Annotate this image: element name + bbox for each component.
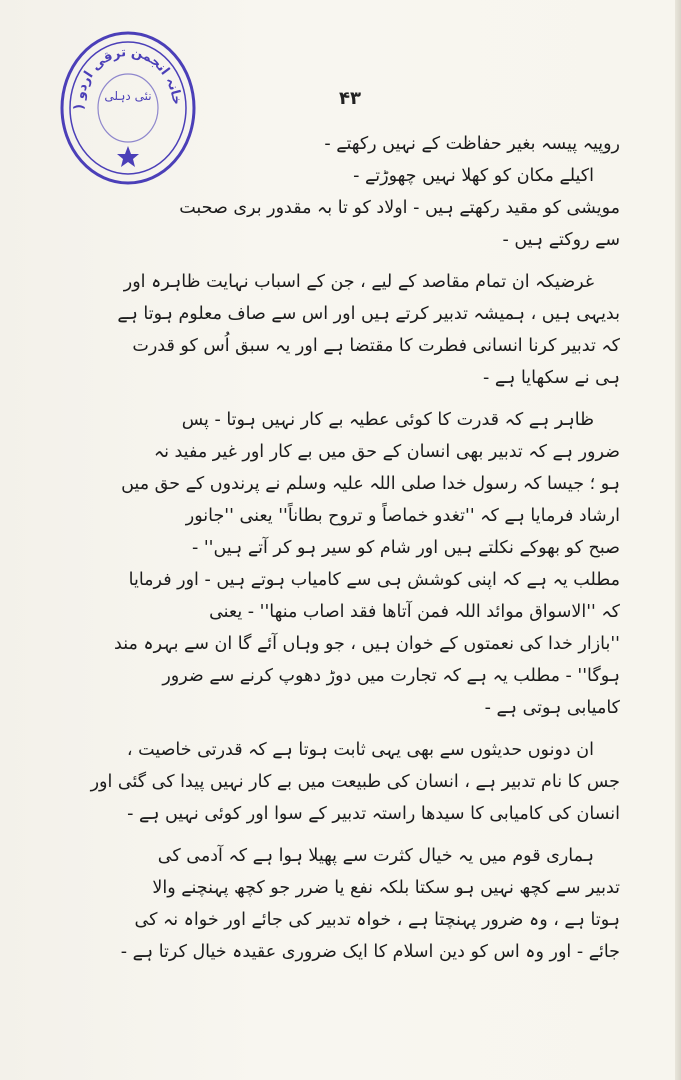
text-line: ہو ؛ جیسا کہ رسول خدا صلی اللہ علیہ وسلم نے پرندوں کے حق میں <box>121 474 620 494</box>
text-line: کہ ''الاسواق موائد اللہ فمن آتاھا فقد اصاب منھا'' - یعنی <box>209 602 620 622</box>
text-line: سے روکتے ہیں - <box>502 230 620 250</box>
text-line: ہماری قوم میں یہ خیال کثرت سے پھیلا ہوا ہے کہ آدمی کی <box>157 846 594 866</box>
text-line: ہوگا'' - مطلب یہ ہے کہ تجارت میں دوڑ دھوپ کرنے سے ضرور <box>162 666 620 686</box>
text-line: جس کا نام تدبیر ہے ، انسان کی طبیعت میں بے کار نہیں پیدا کی گئی اور <box>90 772 620 792</box>
text-line: تدبیر سے کچھ نہیں ہو سکتا بلکہ نفع یا ضرر جو کچھ پہنچنے والا <box>152 878 620 898</box>
page-number: ۴۳ <box>339 88 361 109</box>
text-line: ''بازار خدا کی نعمتوں کے خوان ہیں ، جو وہاں آئے گا ان سے بہرہ مند <box>114 634 620 654</box>
text-line: کامیابی ہوتی ہے - <box>484 698 620 718</box>
text-line: اکیلے مکان کو کھلا نہیں چھوڑتے - <box>353 166 594 186</box>
text-line: کہ تدبیر کرنا انسانی فطرت کا مقتضا ہے اور یہ سبق اُس کو قدرت <box>132 336 620 356</box>
text-line: ضرور ہے کہ تدبیر بھی انسان کے حق میں بے کار اور غیر مفید نہ <box>153 442 620 462</box>
text-line: روپیہ پیسہ بغیر حفاظت کے نہیں رکھتے - <box>324 134 620 154</box>
text-line: مطلب یہ ہے کہ اپنی کوشش ہی سے کامیاب ہوتے ہیں - اور فرمایا <box>128 570 620 590</box>
text-line: ہی نے سکھایا ہے - <box>483 368 620 388</box>
svg-text:کتب خانہ انجمن ترقی اردو (ہند): خانہ انجمن ترقی اردو ( <box>71 44 185 111</box>
text-line: ان دونوں حدیثوں سے بھی یہی ثابت ہوتا ہے کہ قدرتی خاصیت ، <box>126 740 594 760</box>
text-line: بدیہی ہیں ، ہمیشہ تدبیر کرتے ہیں اور اس سے صاف معلوم ہوتا ہے <box>117 304 620 324</box>
text-line: صبح کو بھوکے نکلتے ہیں اور شام کو سیر ہو کر آتے ہیں'' - <box>191 538 620 558</box>
text-line: ارشاد فرمایا ہے کہ ''تغدو خماصاً و تروح بطاناً'' یعنی ''جانور <box>185 506 620 526</box>
text-line: جائے - اور وہ اس کو دین اسلام کا ایک ضروری عقیدہ خیال کرتا ہے - <box>120 942 620 962</box>
text-line: ہوتا ہے ، وہ ضرور پہنچتا ہے ، خواہ تدبیر کی جائے اور خواہ نہ کی <box>134 910 620 930</box>
text-line: انسان کی کامیابی کا سیدھا راستہ تدبیر کے سوا اور کوئی نہیں ہے - <box>127 804 620 824</box>
page-spine-edge <box>675 0 681 1080</box>
text-line: مویشی کو مقید رکھتے ہیں - اولاد کو تا بہ مقدور بری صحبت <box>179 198 620 218</box>
text-line: غرضیکہ ان تمام مقاصد کے لیے ، جن کے اسباب نہایت ظاہرہ اور <box>123 272 594 292</box>
page-body-text <box>60 128 620 968</box>
svg-text:نئی دہلی: نئی دہلی <box>104 89 152 103</box>
text-line: ظاہر ہے کہ قدرت کا کوئی عطیہ بے کار نہیں ہوتا - پس <box>181 410 594 430</box>
